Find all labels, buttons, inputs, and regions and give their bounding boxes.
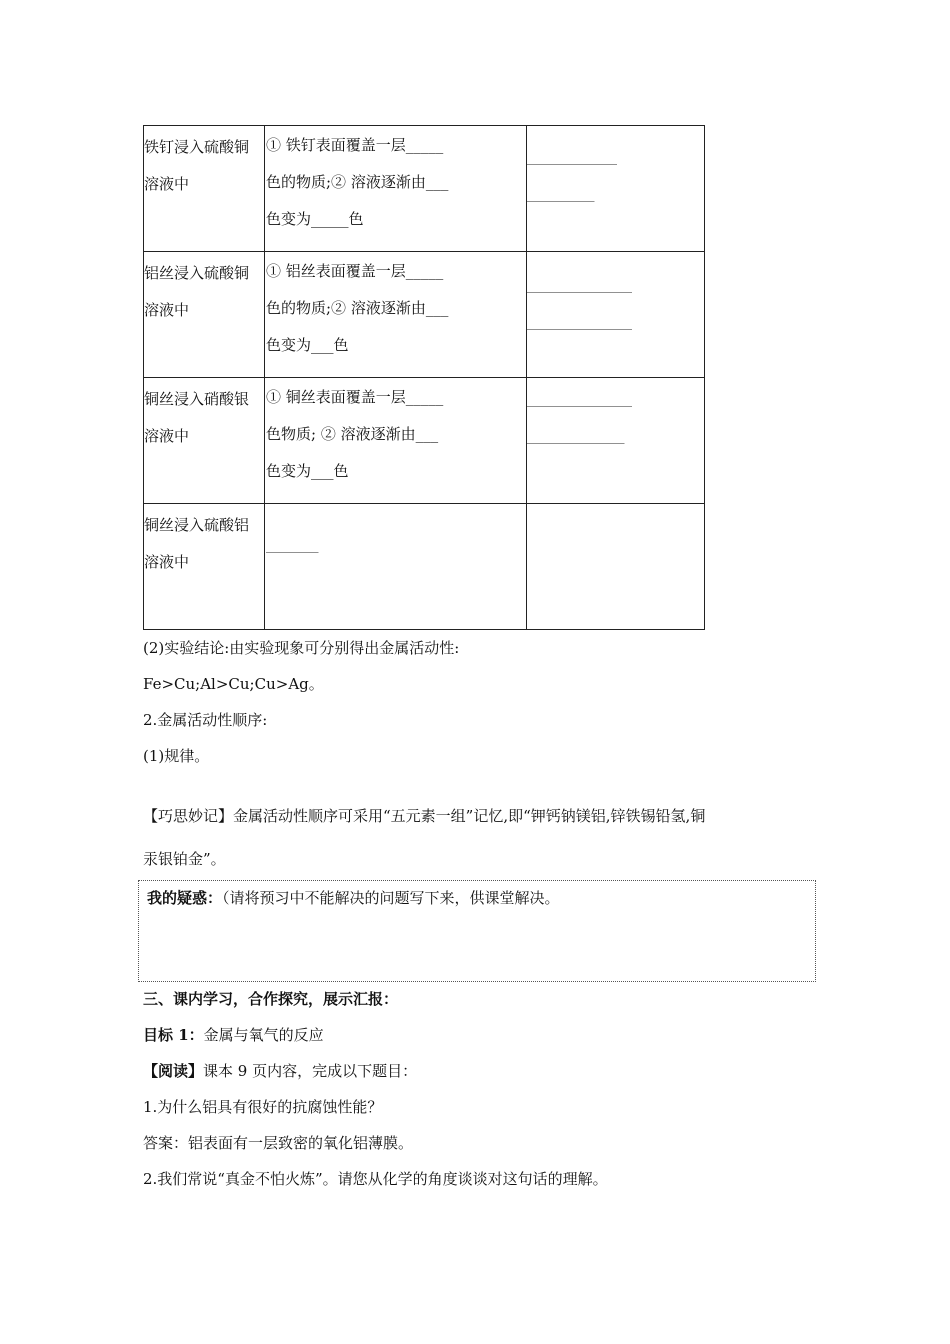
reading-line xyxy=(143,1060,417,1081)
table-row xyxy=(144,126,705,252)
phenomenon-text: 色物质; ② 溶液逐渐由___ xyxy=(266,425,439,443)
phenomenon-text: ① 铁钉表面覆盖一层_____ xyxy=(266,136,444,154)
experiment-text: 铝丝浸入硫酸铜 xyxy=(144,264,250,282)
phenomenon-cell xyxy=(265,504,527,630)
reading-text: 课本 9 页内容，完成以下题目： xyxy=(203,1062,418,1080)
question-1: 1.为什么铝具有很好的抗腐蚀性能？ xyxy=(143,1098,383,1116)
experiment-text: 溶液中 xyxy=(144,301,190,319)
equation-blank: ______________ xyxy=(527,312,632,330)
goal-label: 目标 1： xyxy=(143,1026,204,1044)
experiment-text: 铜丝浸入硫酸铝 xyxy=(144,516,250,534)
reading-label: 【阅读】 xyxy=(143,1062,204,1080)
phenomenon-text: ① 铝丝表面覆盖一层_____ xyxy=(266,262,444,280)
doubt-box[interactable] xyxy=(138,880,816,982)
table-row xyxy=(144,378,705,504)
doubt-label: 我的疑惑： xyxy=(147,889,223,907)
goal-text: 金属与氧气的反应 xyxy=(203,1026,324,1044)
phenomenon-cell xyxy=(265,378,527,504)
equation-blank: _________ xyxy=(527,184,595,202)
experiment-cell xyxy=(144,252,265,378)
memory-tip-line-2: 汞银铂金”。 xyxy=(143,850,226,868)
conclusion-text: (2)实验结论:由实验现象可分别得出金属活动性: xyxy=(143,639,460,657)
experiment-cell xyxy=(144,504,265,630)
experiment-table xyxy=(143,125,705,630)
phenomenon-cell xyxy=(265,252,527,378)
experiment-cell xyxy=(144,126,265,252)
experiment-text: 溶液中 xyxy=(144,553,190,571)
equation-blank: ______________ xyxy=(527,275,632,293)
equation-cell xyxy=(527,126,705,252)
phenomenon-text: 色变为___色 xyxy=(266,462,349,480)
experiment-cell xyxy=(144,378,265,504)
section-2-heading: 2.金属活动性顺序: xyxy=(143,711,268,729)
equation-cell xyxy=(527,378,705,504)
phenomenon-text: 色的物质;② 溶液逐渐由___ xyxy=(266,299,449,317)
phenomenon-text: 色变为_____色 xyxy=(266,210,364,228)
rule-text: (1)规律。 xyxy=(143,747,210,765)
phenomenon-text: 色变为___色 xyxy=(266,336,349,354)
table-row xyxy=(144,504,705,630)
equation-blank: _____________ xyxy=(527,426,625,444)
equation-cell xyxy=(527,252,705,378)
goal-line xyxy=(143,1024,324,1045)
phenomenon-cell xyxy=(265,126,527,252)
equation-blank: ______________ xyxy=(527,389,632,407)
experiment-text: 溶液中 xyxy=(144,175,190,193)
activity-order-text: Fe>Cu;Al>Cu;Cu>Ag。 xyxy=(143,675,324,693)
question-2: 2.我们常说“真金不怕火炼”。请您从化学的角度谈谈对这句话的理解。 xyxy=(143,1170,608,1188)
experiment-text: 溶液中 xyxy=(144,427,190,445)
equation-cell xyxy=(527,504,705,630)
answer-1: 答案：铝表面有一层致密的氧化铝薄膜。 xyxy=(143,1134,414,1152)
phenomenon-text: 色的物质;② 溶液逐渐由___ xyxy=(266,173,449,191)
doubt-instruction: （请将预习中不能解决的问题写下来，供课堂解决。 xyxy=(222,889,560,907)
experiment-text: 铜丝浸入硝酸银 xyxy=(144,390,250,408)
phenomenon-blank: _______ xyxy=(266,535,319,553)
section-3-heading: 三、课内学习，合作探究，展示汇报： xyxy=(143,990,399,1008)
memory-tip-line-1: 【巧思妙记】金属活动性顺序可采用“五元素一组”记忆,即“钾钙钠镁铝,锌铁锡铅氢,铜 xyxy=(143,807,706,825)
experiment-text: 铁钉浸入硫酸铜 xyxy=(144,138,250,156)
equation-blank: ____________ xyxy=(527,147,617,165)
phenomenon-text: ① 铜丝表面覆盖一层_____ xyxy=(266,388,444,406)
table-row xyxy=(144,252,705,378)
